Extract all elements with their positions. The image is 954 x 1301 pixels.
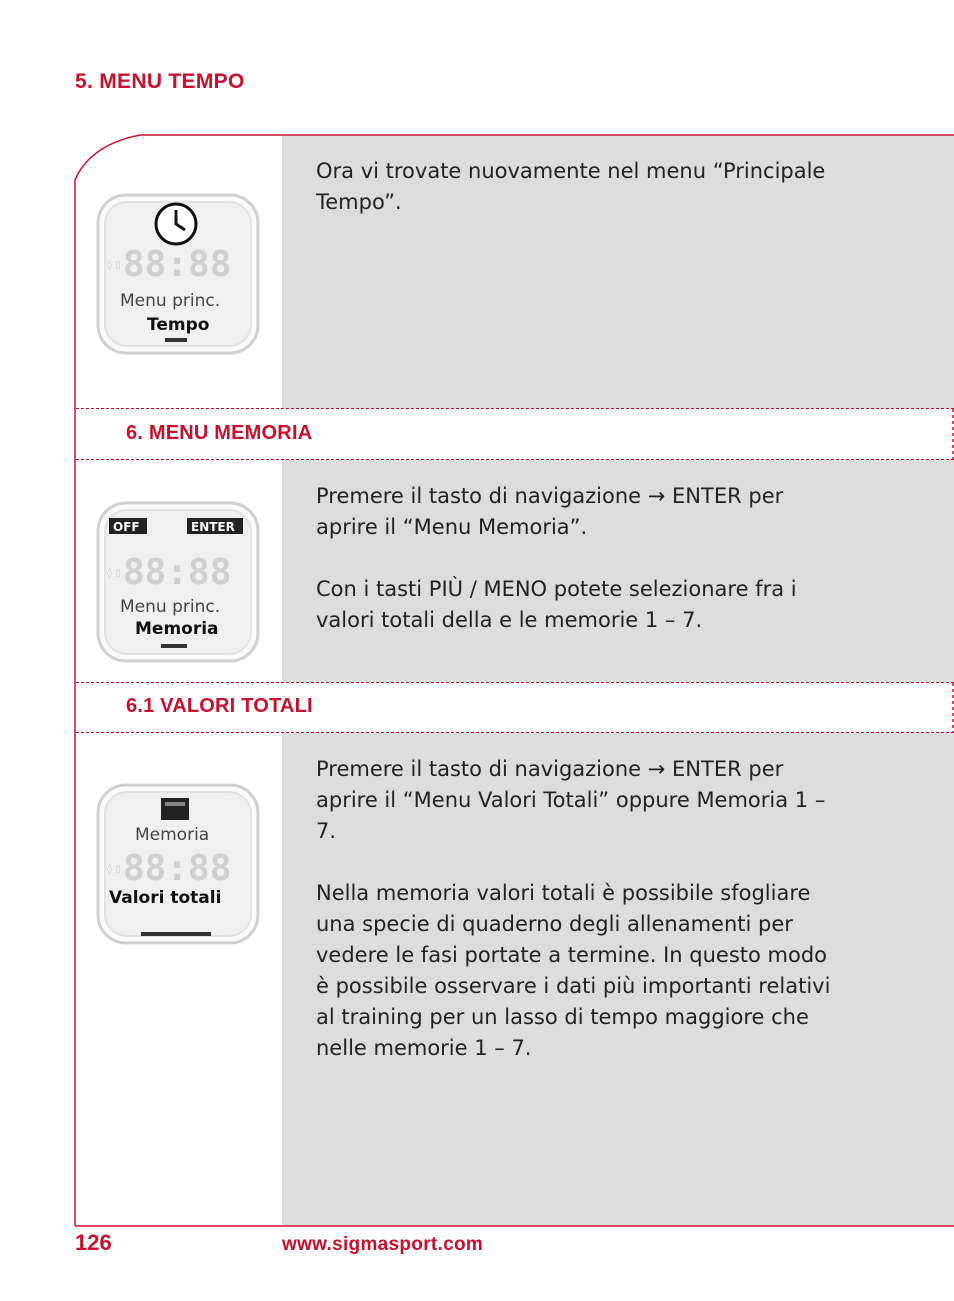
text-block-tempo bbox=[316, 156, 856, 218]
device-line2: Memoria bbox=[135, 619, 219, 639]
section-header-valori-totali bbox=[76, 683, 954, 732]
device-line2: Valori totali bbox=[109, 888, 222, 908]
section-title-menu-memoria: 6. MENU MEMORIA bbox=[126, 422, 313, 444]
text-block-memoria bbox=[316, 481, 816, 636]
device-line1: Memoria bbox=[135, 825, 210, 845]
device-line1: Menu princ. bbox=[120, 291, 221, 311]
device-display-menu-memoria bbox=[95, 500, 261, 666]
paragraph: Premere il tasto di navigazione → ENTER per aprire il “Menu Valori Totali” oppure Memoria 1 – 7. bbox=[316, 757, 826, 843]
device-display-valori-totali bbox=[95, 782, 261, 948]
svg-text:88:88: 88:88 bbox=[123, 848, 232, 889]
paragraph: Ora vi trovate nuovamente nel menu “Principale Tempo”. bbox=[316, 159, 826, 214]
svg-text:88:88: 88:88 bbox=[123, 244, 232, 285]
paragraph: Nella memoria valori totali è possibile sfogliare una specie di quaderno degli allenamenti per vedere le fasi portate a termine. In questo modo è possibile osservare i dati più importanti relativi al training per un lasso di tempo maggiore che nelle memorie 1 – 7. bbox=[316, 881, 831, 1060]
device-line1: Menu princ. bbox=[120, 597, 221, 617]
divider bbox=[76, 682, 954, 683]
svg-text:◊ ▯: ◊ ▯ bbox=[107, 864, 121, 875]
svg-text:◊ ▯: ◊ ▯ bbox=[107, 568, 121, 579]
device-line2: Tempo bbox=[147, 315, 210, 335]
page-number: 126 bbox=[75, 1230, 112, 1255]
device-display-menu-tempo bbox=[95, 192, 261, 358]
off-label: OFF bbox=[113, 520, 140, 534]
text-block-valori-totali bbox=[316, 754, 841, 1064]
section-header-memoria bbox=[76, 409, 954, 459]
section-title-menu-tempo: 5. MENU TEMPO bbox=[75, 70, 245, 93]
paragraph: Con i tasti PIÙ / MENO potete selezionare fra i valori totali della e le memorie 1 – 7. bbox=[316, 577, 797, 632]
paragraph: Premere il tasto di navigazione → ENTER per aprire il “Menu Memoria”. bbox=[316, 484, 784, 539]
svg-text:◊ ▯: ◊ ▯ bbox=[107, 260, 121, 271]
book-icon bbox=[161, 798, 189, 820]
divider bbox=[76, 459, 954, 460]
divider bbox=[76, 732, 954, 733]
clock-icon bbox=[156, 204, 196, 244]
website-link[interactable]: www.sigmasport.com bbox=[282, 1234, 484, 1255]
section-title-valori-totali: 6.1 VALORI TOTALI bbox=[126, 695, 313, 717]
enter-label: ENTER bbox=[191, 520, 235, 534]
svg-text:88:88: 88:88 bbox=[123, 552, 232, 593]
divider bbox=[76, 408, 954, 409]
